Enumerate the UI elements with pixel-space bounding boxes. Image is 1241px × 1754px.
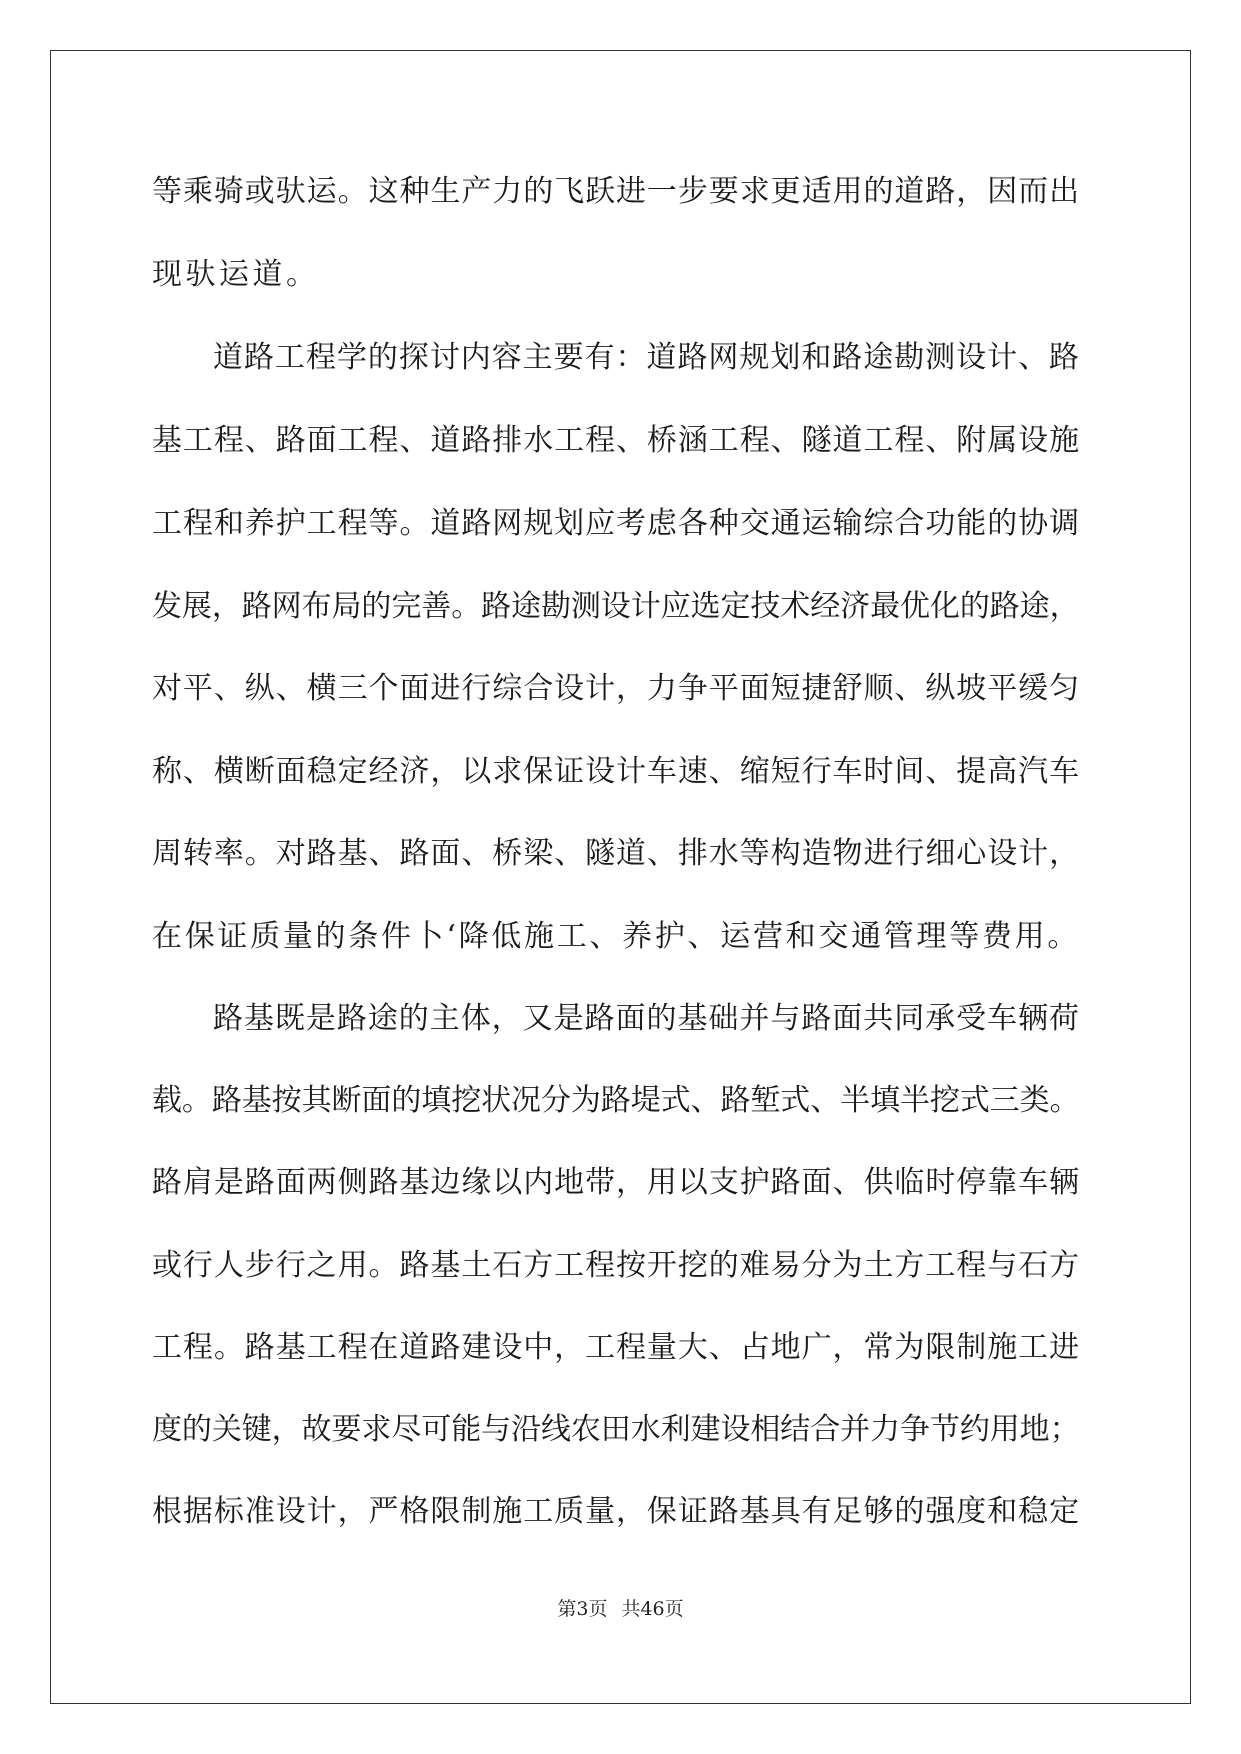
paragraph-first-line: 道路工程学的探讨内容主要有：道路网规划和路途勘测设计、路 (213, 340, 1080, 375)
text-line: 工程。路基工程在道路建设中，工程量大、占地广，常为限制施工进 (152, 1330, 1080, 1365)
text-line: 载。路基按其断面的填挖状况分为路堤式、路堑式、半填半挖式三类。 (152, 1083, 1080, 1118)
text-line: 基工程、路面工程、道路排水工程、桥涵工程、隧道工程、附属设施 (152, 423, 1080, 458)
total-pages: 共46页 (621, 1598, 684, 1620)
text-line: 根据标准设计，严格限制施工质量，保证路基具有足够的强度和稳定 (152, 1494, 1080, 1529)
paragraph-first-line: 路基既是路途的主体，又是路面的基础并与路面共同承受车辆荷 (213, 1001, 1080, 1036)
text-line: 等乘骑或驮运。这种生产力的飞跃进一步要求更适用的道路，因而出 (152, 174, 1080, 209)
text-line: 周转率。对路基、路面、桥梁、隧道、排水等构造物进行细心设计， (152, 836, 1080, 871)
page-footer (0, 1597, 1241, 1621)
page-number: 第3页 (557, 1598, 608, 1620)
text-line: 发展，路网布局的完善。路途勘测设计应选定技术经济最优化的路途， (152, 589, 1080, 624)
text-line: 路肩是路面两侧路基边缘以内地带，用以支护路面、供临时停靠车辆 (152, 1165, 1080, 1200)
page-border (50, 50, 1191, 1704)
text-line: 或行人步行之用。路基土石方工程按开挖的难易分为土方工程与石方 (152, 1248, 1080, 1283)
text-line: 称、横断面稳定经济，以求保证设计车速、缩短行车时间、提高汽车 (152, 754, 1080, 789)
text-line: 对平、纵、横三个面进行综合设计，力争平面短捷舒顺、纵坡平缓匀 (152, 671, 1080, 706)
text-line: 现驮运道。 (152, 257, 320, 292)
text-line: 在保证质量的条件卜‘降低施工、养护、运营和交通管理等费用。 (152, 919, 1081, 954)
text-line: 工程和养护工程等。道路网规划应考虑各种交通运输综合功能的协调 (152, 506, 1080, 541)
text-line: 度的关键，故要求尽可能与沿线农田水利建设相结合并力争节约用地； (152, 1412, 1080, 1447)
